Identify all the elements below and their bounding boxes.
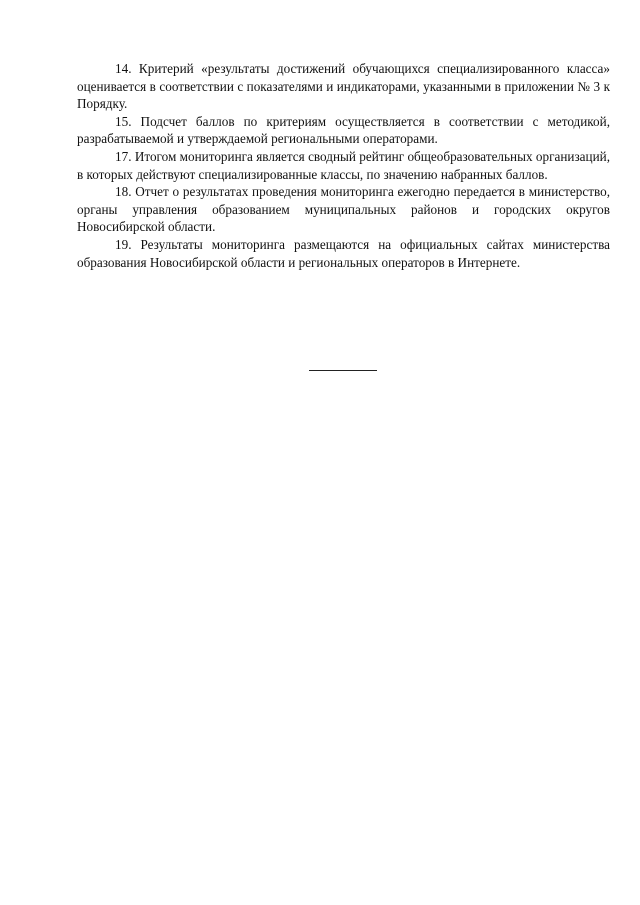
paragraph-18: 18. Отчет о результатах проведения мониторинга ежегодно передается в министерство, органы управления образованием муниципальных районов и городских округов Новосибирской области. xyxy=(77,184,610,235)
paragraph-15: 15. Подсчет баллов по критериям осуществляется в соответствии с методикой, разрабатываемой и утверждаемой региональными операторами. xyxy=(77,113,610,147)
paragraph-17: 17. Итогом мониторинга является сводный рейтинг общеобразовательных организаций, в которых действуют специализированные классы, по значению набранных баллов. xyxy=(77,148,610,182)
paragraph-19: 19. Результаты мониторинга размещаются на официальных сайтах министерства образования Новосибирской области и региональных операторов в Интернете. xyxy=(77,236,610,270)
paragraph-14: 14. Критерий «результаты достижений обучающихся специализированного класса» оценивается в соответствии с показателями и индикаторами, указанными в приложении № 3 к Порядку. xyxy=(77,61,610,112)
end-separator-line xyxy=(309,370,377,371)
document-body xyxy=(77,60,610,271)
